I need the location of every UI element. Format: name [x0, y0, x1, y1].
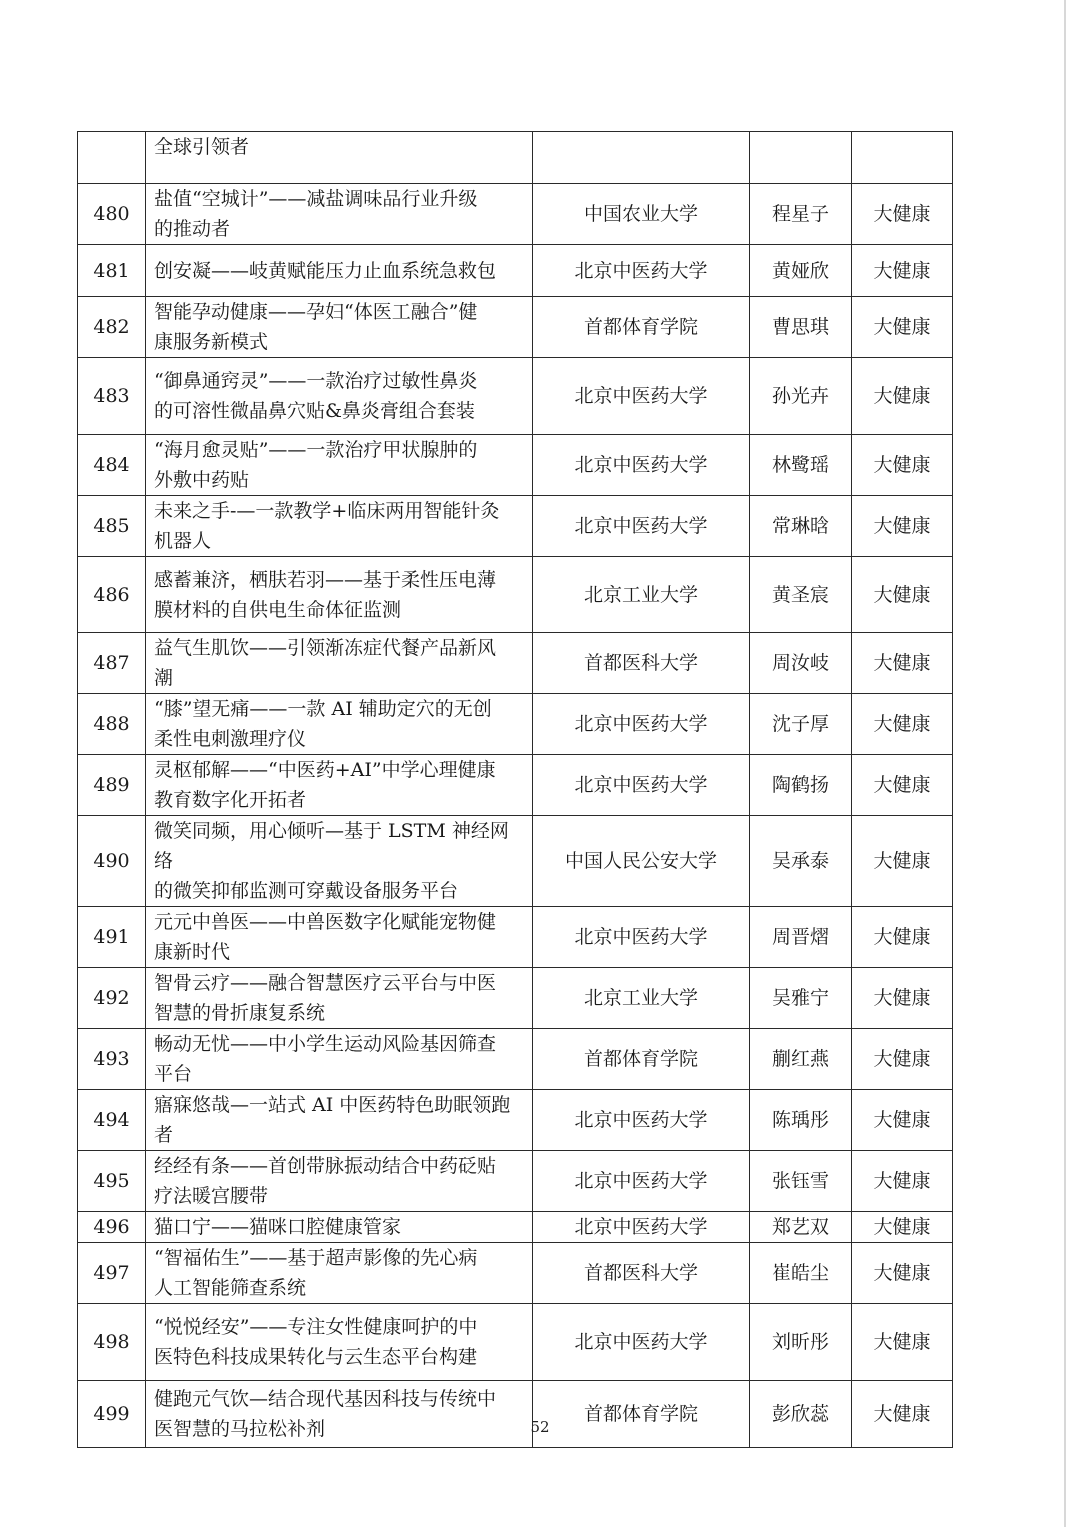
leader-name: 林鹭瑶 — [750, 435, 852, 496]
table-row — [78, 1151, 953, 1212]
project-title — [146, 633, 533, 694]
leader-name: 吴承泰 — [750, 816, 852, 907]
project-title — [146, 297, 533, 358]
category: 大健康 — [852, 1381, 953, 1448]
table-body — [78, 132, 953, 1448]
school-name: 北京工业大学 — [533, 557, 750, 633]
project-title — [146, 132, 533, 184]
leader-name: 崔皓尘 — [750, 1243, 852, 1304]
page-number: 52 — [530, 1418, 550, 1436]
table-row — [78, 694, 953, 755]
school-name — [533, 132, 750, 184]
table-row — [78, 496, 953, 557]
school-name: 北京工业大学 — [533, 968, 750, 1029]
row-number: 486 — [78, 557, 146, 633]
project-title-line: 智骨云疗——融合智慧医疗云平台与中医 — [154, 972, 497, 994]
category: 大健康 — [852, 184, 953, 245]
project-title — [146, 184, 533, 245]
project-title — [146, 496, 533, 557]
project-title-line: “御鼻通窍灵”——一款治疗过敏性鼻炎 — [154, 370, 478, 392]
row-number: 480 — [78, 184, 146, 245]
row-number: 497 — [78, 1243, 146, 1304]
leader-name: 彭欣蕊 — [750, 1381, 852, 1448]
category: 大健康 — [852, 694, 953, 755]
project-title-line: 盐值“空城计”——减盐调味品行业升级 — [154, 188, 478, 210]
project-title — [146, 1304, 533, 1381]
school-name: 北京中医药大学 — [533, 1212, 750, 1243]
category: 大健康 — [852, 435, 953, 496]
project-title-line: 膜材料的自供电生命体征监测 — [154, 598, 402, 621]
category: 大健康 — [852, 496, 953, 557]
project-title-line: 者 — [154, 1124, 174, 1146]
project-title-line: 灵枢郁解——“中医药+AI”中学心理健康 — [154, 759, 496, 781]
school-name: 首都医科大学 — [533, 633, 750, 694]
leader-name: 刘昕彤 — [750, 1304, 852, 1381]
row-number: 490 — [78, 816, 146, 907]
leader-name — [750, 132, 852, 184]
table-row — [78, 755, 953, 816]
project-title — [146, 1151, 533, 1212]
category: 大健康 — [852, 557, 953, 633]
project-title — [146, 907, 533, 968]
project-title-line: 未来之手-—一款教学+临床两用智能针灸 — [154, 500, 500, 522]
project-title — [146, 1029, 533, 1090]
category: 大健康 — [852, 1151, 953, 1212]
table-row — [78, 816, 953, 907]
school-name: 首都体育学院 — [533, 1381, 750, 1448]
project-title-line: 医特色科技成果转化与云生态平台构建 — [154, 1346, 478, 1368]
table-row — [78, 557, 953, 633]
table-row — [78, 633, 953, 694]
row-number: 495 — [78, 1151, 146, 1212]
row-number: 492 — [78, 968, 146, 1029]
table-row — [78, 358, 953, 435]
school-name: 中国农业大学 — [533, 184, 750, 245]
category: 大健康 — [852, 1029, 953, 1090]
project-title — [146, 1212, 533, 1243]
project-title — [146, 1090, 533, 1151]
project-title-line: 创安凝——岐黄赋能压力止血系统急救包 — [154, 259, 497, 282]
project-title-line: 人工智能筛查系统 — [154, 1277, 307, 1299]
school-name: 北京中医药大学 — [533, 1151, 750, 1212]
category: 大健康 — [852, 245, 953, 297]
leader-name: 陶鹤扬 — [750, 755, 852, 816]
project-title-line: 医智慧的马拉松补剂 — [154, 1418, 326, 1440]
project-title — [146, 694, 533, 755]
category: 大健康 — [852, 755, 953, 816]
table-row — [78, 184, 953, 245]
leader-name: 黄娅欣 — [750, 245, 852, 297]
project-title-line: 柔性电刺激理疗仪 — [154, 728, 307, 750]
project-title — [146, 557, 533, 633]
project-title-line: 经经有条——首创带脉振动结合中药砭贴 — [154, 1155, 497, 1177]
project-title-line: “海月愈灵贴”——一款治疗甲状腺肿的 — [154, 439, 478, 461]
page-edge-shadow — [1064, 0, 1066, 1527]
table-row — [78, 435, 953, 496]
category: 大健康 — [852, 1212, 953, 1243]
leader-name: 周晋熠 — [750, 907, 852, 968]
project-title-line: 机器人 — [154, 530, 212, 552]
row-number: 494 — [78, 1090, 146, 1151]
row-number: 498 — [78, 1304, 146, 1381]
project-title — [146, 1381, 533, 1448]
project-title-line: 畅动无忧——中小学生运动风险基因筛查 — [154, 1033, 497, 1055]
project-title-line: 元元中兽医——中兽医数字化赋能宠物健 — [154, 911, 497, 933]
table-row — [78, 1304, 953, 1381]
project-title — [146, 245, 533, 297]
project-title-line: 康新时代 — [154, 941, 231, 963]
project-title-line: 智能孕动健康——孕妇“体医工融合”健 — [154, 301, 478, 323]
project-title — [146, 358, 533, 435]
leader-name: 张钰雪 — [750, 1151, 852, 1212]
project-title-line: 的推动者 — [154, 218, 231, 240]
row-number: 488 — [78, 694, 146, 755]
leader-name: 陈瑀彤 — [750, 1090, 852, 1151]
leader-name: 郑艺双 — [750, 1212, 852, 1243]
school-name: 北京中医药大学 — [533, 496, 750, 557]
category: 大健康 — [852, 816, 953, 907]
category: 大健康 — [852, 358, 953, 435]
school-name: 北京中医药大学 — [533, 1090, 750, 1151]
project-title-line: 健跑元气饮—结合现代基因科技与传统中 — [154, 1388, 497, 1410]
project-title-line: “膝”望无痛——一款 AI 辅助定穴的无创 — [154, 698, 492, 720]
project-title-line: “智福佑生”——基于超声影像的先心病 — [154, 1247, 478, 1269]
school-name: 北京中医药大学 — [533, 245, 750, 297]
row-number: 485 — [78, 496, 146, 557]
category — [852, 132, 953, 184]
category: 大健康 — [852, 968, 953, 1029]
school-name: 北京中医药大学 — [533, 907, 750, 968]
leader-name: 曹思琪 — [750, 297, 852, 358]
table-row — [78, 297, 953, 358]
school-name: 北京中医药大学 — [533, 358, 750, 435]
leader-name: 沈子厚 — [750, 694, 852, 755]
table-row — [78, 968, 953, 1029]
table-row — [78, 1381, 953, 1448]
project-title-line: 教育数字化开拓者 — [154, 789, 307, 811]
row-number: 499 — [78, 1381, 146, 1448]
school-name: 中国人民公安大学 — [533, 816, 750, 907]
project-title-line: 康服务新模式 — [154, 331, 269, 353]
school-name: 北京中医药大学 — [533, 435, 750, 496]
table-row — [78, 132, 953, 184]
project-title-line: 全球引领者 — [154, 136, 250, 158]
row-number: 482 — [78, 297, 146, 358]
leader-name: 程星子 — [750, 184, 852, 245]
category: 大健康 — [852, 1243, 953, 1304]
category: 大健康 — [852, 1304, 953, 1381]
school-name: 北京中医药大学 — [533, 1304, 750, 1381]
project-title-line: 寤寐悠哉—一站式 AI 中医药特色助眠领跑 — [154, 1094, 511, 1116]
project-title-line: 感蓄兼济，栖肤若羽——基于柔性压电薄 — [154, 568, 497, 591]
category: 大健康 — [852, 1090, 953, 1151]
project-title-line: “悦悦经安”——专注女性健康呵护的中 — [154, 1316, 478, 1338]
category: 大健康 — [852, 297, 953, 358]
project-title-line: 的微笑抑郁监测可穿戴设备服务平台 — [154, 880, 459, 902]
table-row — [78, 1212, 953, 1243]
project-title — [146, 816, 533, 907]
project-title — [146, 755, 533, 816]
table-row — [78, 1029, 953, 1090]
leader-name: 蒯红燕 — [750, 1029, 852, 1090]
project-title — [146, 1243, 533, 1304]
school-name: 北京中医药大学 — [533, 694, 750, 755]
leader-name: 周汝岐 — [750, 633, 852, 694]
project-title — [146, 968, 533, 1029]
row-number: 481 — [78, 245, 146, 297]
project-title-line: 外敷中药贴 — [154, 469, 250, 491]
project-list-table — [77, 131, 953, 1448]
project-title-line: 智慧的骨折康复系统 — [154, 1002, 326, 1024]
row-number — [78, 132, 146, 184]
row-number: 487 — [78, 633, 146, 694]
project-title-line: 平台 — [154, 1063, 193, 1085]
table-row — [78, 907, 953, 968]
table-row — [78, 1090, 953, 1151]
table-row — [78, 245, 953, 297]
project-title-line: 猫口宁——猫咪口腔健康管家 — [154, 1216, 402, 1238]
project-title-line: 益气生肌饮——引领渐冻症代餐产品新风 — [154, 637, 497, 659]
school-name: 北京中医药大学 — [533, 755, 750, 816]
project-title-line: 微笑同频，用心倾听—基于 LSTM 神经网络 — [154, 820, 509, 872]
leader-name: 吴雅宁 — [750, 968, 852, 1029]
table-row — [78, 1243, 953, 1304]
row-number: 489 — [78, 755, 146, 816]
school-name: 首都医科大学 — [533, 1243, 750, 1304]
category: 大健康 — [852, 907, 953, 968]
leader-name: 黄圣宸 — [750, 557, 852, 633]
school-name: 首都体育学院 — [533, 297, 750, 358]
leader-name: 孙光卉 — [750, 358, 852, 435]
school-name: 首都体育学院 — [533, 1029, 750, 1090]
row-number: 496 — [78, 1212, 146, 1243]
project-title — [146, 435, 533, 496]
row-number: 483 — [78, 358, 146, 435]
row-number: 484 — [78, 435, 146, 496]
row-number: 493 — [78, 1029, 146, 1090]
row-number: 491 — [78, 907, 146, 968]
category: 大健康 — [852, 633, 953, 694]
project-title-line: 潮 — [154, 667, 174, 689]
project-title-line: 疗法暖宫腰带 — [154, 1185, 269, 1207]
leader-name: 常琳晗 — [750, 496, 852, 557]
project-title-line: 的可溶性微晶鼻穴贴&鼻炎膏组合套装 — [154, 400, 475, 422]
